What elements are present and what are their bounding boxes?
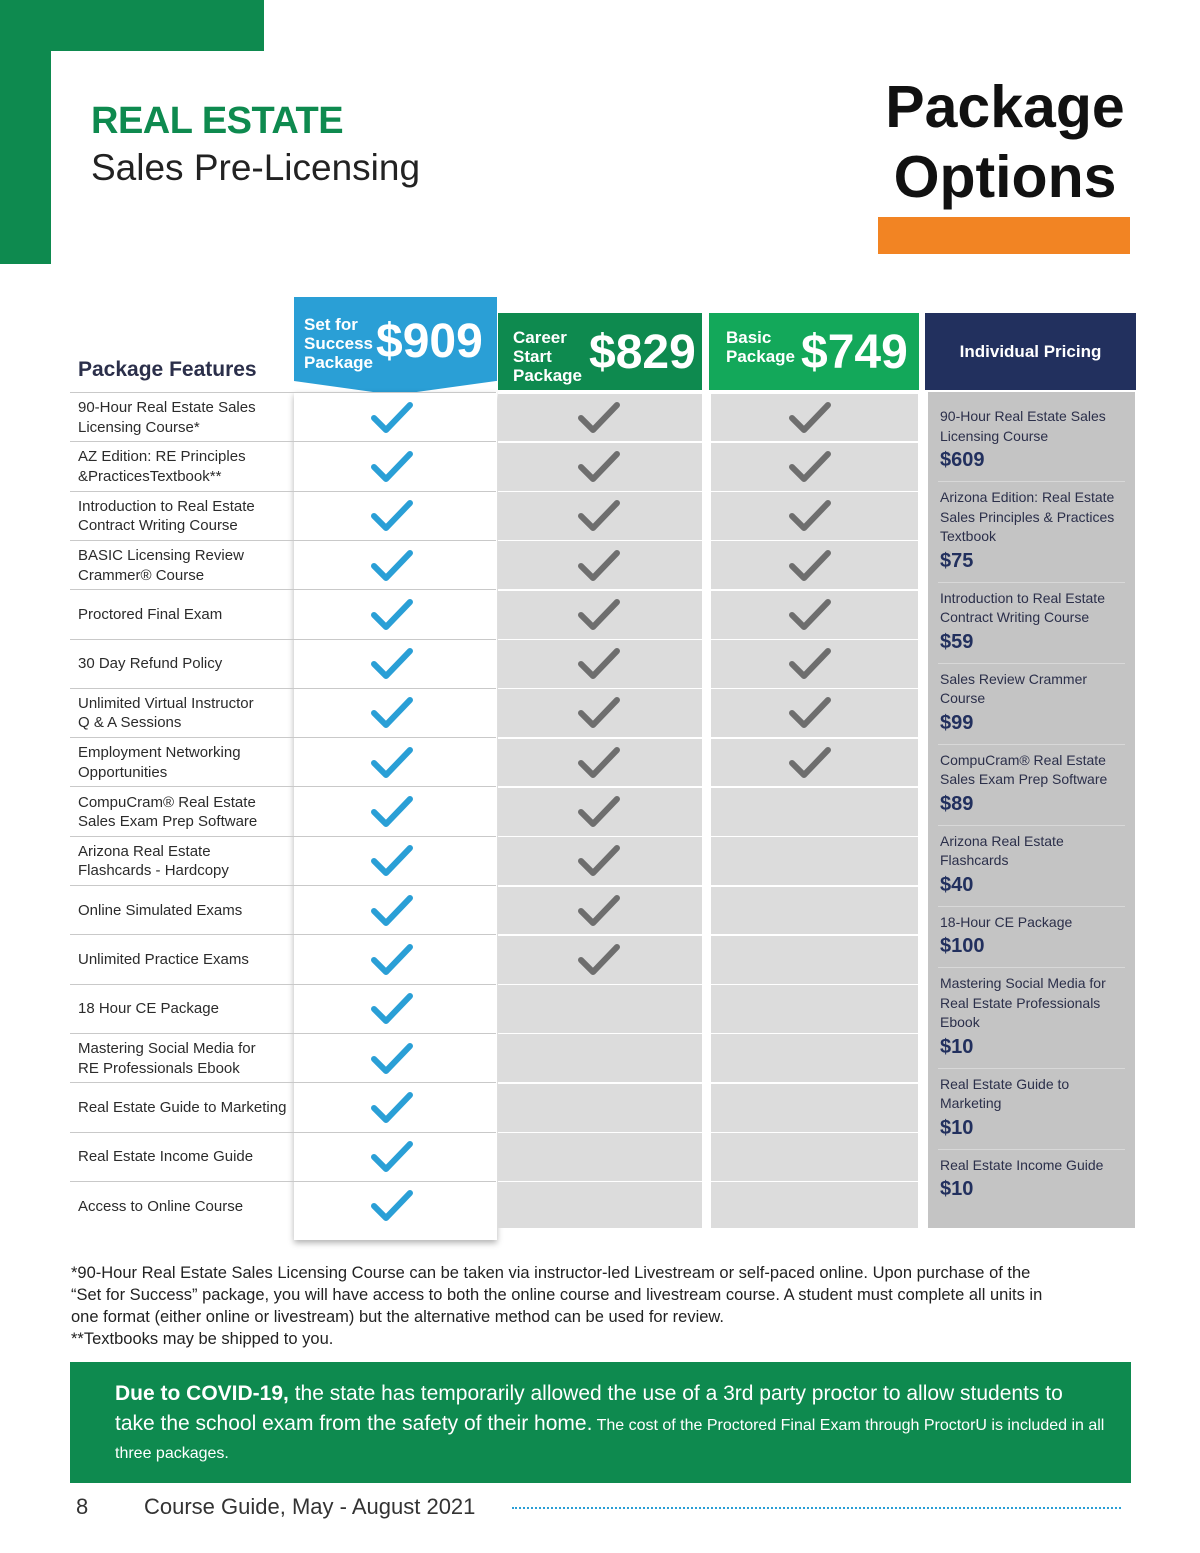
package-price: $749 (801, 326, 908, 379)
individual-item-price: $100 (940, 935, 985, 957)
row-separator (498, 934, 702, 936)
package-name: Career Start Package (513, 328, 582, 385)
feature-row (70, 934, 496, 984)
check-icon-featured (371, 647, 413, 686)
feature-label: Real Estate Guide to Marketing (78, 1099, 287, 1117)
row-separator (711, 1132, 918, 1134)
feature-row (70, 885, 496, 935)
row-separator (498, 491, 702, 493)
individual-pricing-header: Individual Pricing (925, 313, 1136, 390)
header-green-side-bar (0, 0, 51, 264)
individual-item-name: Sales Review Crammer Course (940, 670, 1088, 706)
row-separator (498, 984, 702, 986)
individual-item-price: $10 (940, 1178, 974, 1200)
feature-row (70, 1132, 496, 1182)
row-separator (498, 786, 702, 788)
row-separator (711, 737, 918, 739)
row-separator (711, 786, 918, 788)
check-icon (578, 598, 620, 637)
row-separator (711, 885, 918, 887)
row-separator (498, 1181, 702, 1183)
package-price: $829 (589, 326, 696, 379)
individual-item-name: Arizona Edition: Real Estate Sales Principles & Practices Textbook (940, 489, 1115, 544)
row-separator (711, 1082, 918, 1084)
package-header-career-start (498, 313, 702, 390)
feature-label: Introduction to Real Estate Contract Writing Course (78, 497, 255, 535)
covid-notice-detail: The cost of the Proctored Final Exam through ProctorU is included in all three packages. (115, 1417, 1105, 1462)
check-icon (578, 549, 620, 588)
footer-dotted-rule (512, 1507, 1121, 1509)
row-separator (498, 737, 702, 739)
row-separator (711, 934, 918, 936)
feature-label: Unlimited Virtual Instructor Q & A Sessions (78, 694, 254, 732)
feature-label: 90-Hour Real Estate Sales Licensing Course* (78, 399, 256, 436)
check-icon (578, 943, 620, 982)
individual-item-separator (938, 1068, 1125, 1069)
feature-label: Real Estate Income Guide (78, 1148, 254, 1166)
feature-row (70, 786, 496, 836)
feature-row (70, 639, 496, 689)
individual-item-price: $59 (940, 630, 974, 653)
check-icon-featured (371, 598, 413, 637)
check-icon (578, 795, 620, 834)
individual-item-price: $99 (940, 711, 974, 734)
features-heading: Package Features (78, 358, 257, 381)
individual-item-name: 18-Hour CE Package (940, 913, 1073, 930)
row-separator (498, 639, 702, 641)
individual-item-price: $75 (940, 549, 974, 572)
package-name: Set for Success Package (304, 315, 373, 372)
feature-row (70, 688, 496, 738)
page-title (870, 72, 1140, 212)
check-icon-featured (371, 549, 413, 588)
check-icon (578, 746, 620, 785)
guide-title: Course Guide, May - August 2021 (144, 1494, 476, 1519)
individual-item-separator (938, 825, 1125, 826)
package-header-basic (709, 313, 919, 390)
check-icon (789, 696, 831, 735)
individual-item-price: $10 (940, 1116, 974, 1139)
feature-row (70, 737, 496, 787)
feature-label: Mastering Social Media for RE Professionals Ebook (78, 1040, 256, 1077)
check-icon (578, 499, 620, 538)
page-number: 8 (76, 1494, 89, 1519)
footnote-line: one format (either online or livestream) but the alternative method can be used for review. (71, 1308, 725, 1326)
check-icon-featured (371, 1042, 413, 1081)
feature-label: Online Simulated Exams (78, 901, 243, 919)
row-separator (711, 540, 918, 542)
feature-label: Proctored Final Exam (78, 606, 223, 624)
title-accent-bar (878, 217, 1130, 254)
check-icon-featured (371, 450, 413, 489)
row-separator (711, 984, 918, 986)
feature-row (70, 1181, 496, 1231)
row-separator (498, 589, 702, 591)
page-title-line2: Options (893, 144, 1117, 210)
check-icon-featured (371, 696, 413, 735)
individual-item-price: $89 (940, 792, 974, 815)
feature-label: Access to Online Course (78, 1197, 244, 1215)
package-header-set-for-success (294, 297, 497, 381)
check-icon (578, 844, 620, 883)
individual-item-price: $609 (940, 449, 985, 471)
row-separator (711, 1033, 918, 1035)
feature-label: Arizona Real Estate Flashcards - Hardcopy (78, 842, 229, 880)
individual-item-price: $40 (940, 873, 974, 896)
feature-label: Unlimited Practice Exams (78, 951, 249, 969)
feature-label: 18 Hour CE Package (78, 1000, 219, 1018)
section-subtitle: Sales Pre-Licensing (91, 147, 421, 188)
feature-row (70, 836, 496, 886)
row-separator (498, 836, 702, 838)
check-icon (789, 647, 831, 686)
check-icon (578, 401, 620, 440)
feature-label: 30 Day Refund Policy (78, 655, 223, 673)
check-icon (789, 746, 831, 785)
individual-item-price: $10 (940, 1035, 974, 1058)
row-separator (498, 540, 702, 542)
check-icon-featured (371, 894, 413, 933)
check-icon-featured (371, 844, 413, 883)
check-icon-featured (371, 401, 413, 440)
feature-label: AZ Edition: RE Principles &PracticesTextbook** (78, 448, 246, 485)
row-separator (711, 392, 918, 394)
feature-row (70, 589, 496, 639)
package-price: $909 (376, 315, 483, 368)
individual-item-name: Mastering Social Media for Real Estate Professionals Ebook (940, 975, 1106, 1030)
row-separator (711, 688, 918, 690)
footnote (71, 1262, 1131, 1350)
check-icon-featured (371, 992, 413, 1031)
individual-item-name: Real Estate Guide to Marketing (940, 1075, 1070, 1111)
individual-item-name: Arizona Real Estate Flashcards (940, 832, 1064, 868)
row-separator (711, 1181, 918, 1183)
row-separator (711, 589, 918, 591)
footnote-line: *90-Hour Real Estate Sales Licensing Course can be taken via instructor-led Livestream or self-paced online. Upon purchase of the (71, 1264, 1031, 1282)
individual-item-separator (938, 663, 1125, 664)
row-separator (498, 392, 702, 394)
check-icon-featured (371, 746, 413, 785)
check-icon (578, 696, 620, 735)
individual-item-separator (938, 967, 1125, 968)
row-separator (498, 1132, 702, 1134)
individual-item-separator (938, 906, 1125, 907)
check-icon (789, 401, 831, 440)
feature-row (70, 491, 496, 541)
check-icon-featured (371, 1140, 413, 1179)
check-icon (789, 549, 831, 588)
covid-notice-bold: Due to COVID-19, (115, 1382, 289, 1405)
feature-row (70, 441, 496, 491)
package-name: Basic Package (726, 328, 795, 366)
check-icon (578, 894, 620, 933)
check-icon-featured (371, 795, 413, 834)
feature-label: CompuCram® Real Estate Sales Exam Prep Software (78, 793, 258, 831)
check-icon (789, 450, 831, 489)
feature-label: Employment Networking Opportunities (78, 744, 241, 781)
individual-item-separator (938, 582, 1125, 583)
row-separator (498, 688, 702, 690)
feature-label: BASIC Licensing Review Crammer® Course (78, 547, 244, 584)
individual-item-name: Introduction to Real Estate Contract Writing Course (940, 589, 1105, 625)
check-icon (578, 647, 620, 686)
row-separator (498, 885, 702, 887)
section-title: REAL ESTATE (91, 100, 344, 142)
individual-item-name: CompuCram® Real Estate Sales Exam Prep Software (940, 751, 1108, 787)
feature-row (70, 984, 496, 1034)
feature-row (70, 540, 496, 590)
feature-row (70, 1033, 496, 1083)
check-icon (789, 499, 831, 538)
individual-item-separator (938, 481, 1125, 482)
individual-item-name: 90-Hour Real Estate Sales Licensing Course (940, 408, 1106, 444)
feature-row (70, 392, 496, 442)
check-icon-featured (371, 943, 413, 982)
covid-notice-text (115, 1380, 1105, 1468)
row-separator (711, 836, 918, 838)
check-icon-featured (371, 1189, 413, 1228)
footnote-line: “Set for Success” package, you will have access to both the online course and livestream course. A student must complete all units in (71, 1286, 1043, 1304)
row-separator (498, 1033, 702, 1035)
individual-item-separator (938, 1149, 1125, 1150)
row-separator (711, 441, 918, 443)
individual-item-name: Real Estate Income Guide (940, 1156, 1104, 1173)
covid-notice-main: the state has temporarily allowed the use of a 3rd party proctor to allow students to take the school exam from the safety of their home. (115, 1382, 1063, 1435)
check-icon-featured (371, 1091, 413, 1130)
check-icon (578, 450, 620, 489)
page-title-line1: Package (885, 74, 1125, 140)
row-separator (498, 1082, 702, 1084)
row-separator (498, 441, 702, 443)
check-icon-featured (371, 499, 413, 538)
check-icon (789, 598, 831, 637)
footnote-line: **Textbooks may be shipped to you. (71, 1330, 334, 1348)
row-separator (711, 639, 918, 641)
row-separator (711, 491, 918, 493)
feature-row (70, 1082, 496, 1132)
individual-item-separator (938, 744, 1125, 745)
